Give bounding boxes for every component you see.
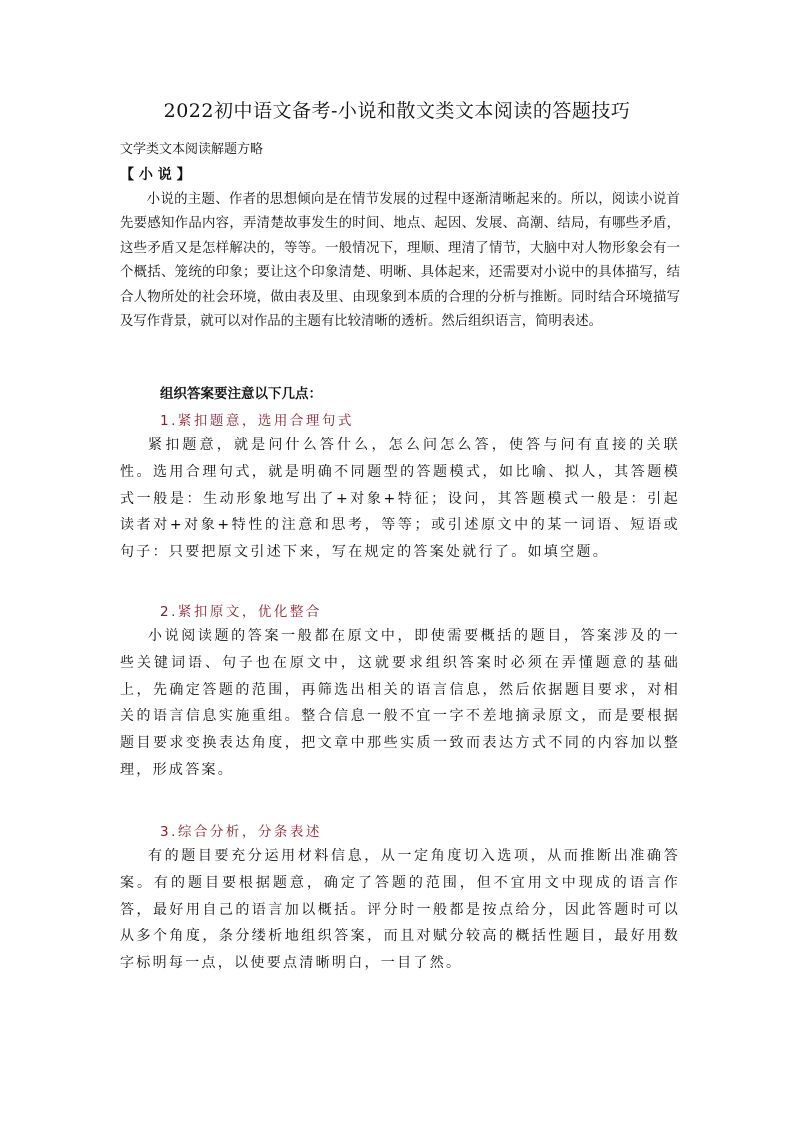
answer-lead: 组织答案要注意以下几点： (160, 386, 322, 402)
document-title: 2022初中语文备考-小说和散文类文本阅读的答题技巧 (163, 100, 631, 122)
section-body-3: 有的题目要充分运用材料信息，从一定角度切入选项，从而推断出准确答案。有的题目要根据题意，确定了答题的范围，但不宜用文中现成的语言作答，最好用自己的语言加以概括。评分时一般都是按点给分，因此答题时可以从多个角度，条分缕析地组织答案，而且对赋分较高的概括性题目，最好用数字标明每一点，以使要点清晰明白，一目了然。 (120, 848, 680, 972)
section-body-2: 小说阅读题的答案一般都在原文中，即使需要概括的题目，答案涉及的一些关键词语、句子也在原文中，这就要求组织答案时必须在弄懂题意的基础上，先确定答题的范围，再筛选出相关的语言信息，然后依据题目要求，对相关的语言信息实施重组。整合信息一般不宜一字不差地摘录原文，而是要根据题目要求变换表达角度，把文章中那些实质一致而表达方式不同的内容加以整理，形成答案。 (120, 628, 680, 778)
intro-paragraph: 小说的主题、作者的思想倾向是在情节发展的过程中逐渐清晰起来的。所以，阅读小说首先要感知作品内容，弄清楚故事发生的时间、地点、起因、发展、高潮、结局，有哪些矛盾，这些矛盾又是怎样解决的，等等。一般情况下，理顺、理清了情节，大脑中对人物形象会有一个概括、笼统的印象；要让这个印象清楚、明晰、具体起来，还需要对小说中的具体描写，结合人物所处的社会环境，做由表及里、由现象到本质的合理的分析与推断。同时结合环境描写及写作背景，就可以对作品的主题有比较清晰的透析。然后组织语言，简明表述。 (120, 192, 680, 330)
section-body-1: 紧扣题意，就是问什么答什么，怎么问怎么答，使答与问有直接的关联性。选用合理句式，就是明确不同题型的答题模式，如比喻、拟人，其答题模式一般是：生动形象地写出了+对象+特征；设问，其答题模式一般是：引起读者对+对象+特性的注意和思考，等等；或引述原文中的某一词语、短语或句子：只要把原文引述下来，写在规定的答案处就行了。如填空题。 (120, 437, 680, 561)
section-heading-3: 3.综合分析，分条表述 (160, 824, 322, 840)
section-tag: 【 小 说 】 (120, 167, 191, 183)
section-heading-1: 1.紧扣题意，选用合理句式 (160, 413, 354, 429)
document-subtitle: 文学类文本阅读解题方略 (120, 142, 264, 157)
section-heading-2: 2.紧扣原文，优化整合 (160, 604, 322, 620)
